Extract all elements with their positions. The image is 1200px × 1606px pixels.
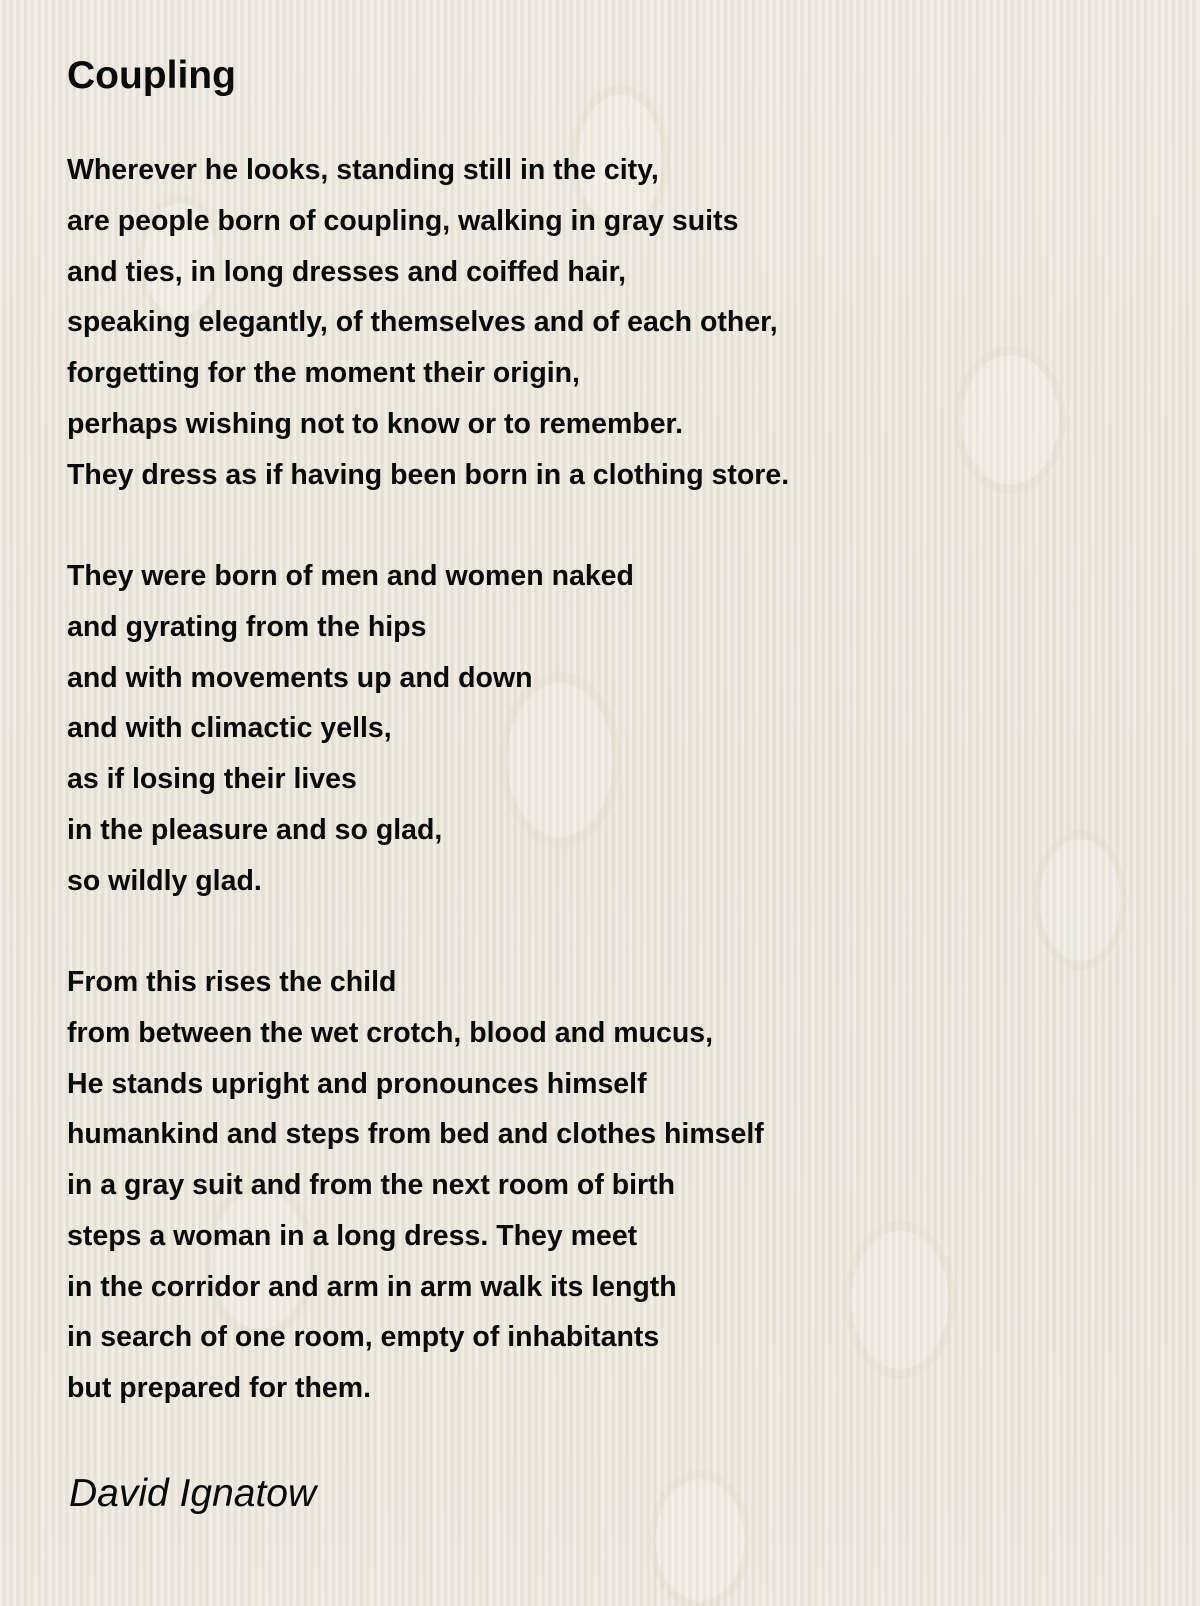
poem-line: steps a woman in a long dress. They meet: [67, 1219, 638, 1252]
poem-line: and with climactic yells,: [67, 712, 392, 745]
poem-line: humankind and steps from bed and clothes himself: [67, 1118, 764, 1151]
poem-line: and gyrating from the hips: [67, 610, 427, 643]
poem-line: but prepared for them.: [67, 1372, 372, 1404]
poem-line: They were born of men and women naked: [67, 560, 634, 592]
stanza-2: [67, 551, 789, 906]
poem-line: in the corridor and arm in arm walk its length: [67, 1270, 677, 1303]
poem-author: David Ignatow: [69, 1472, 317, 1515]
poem-line: perhaps wishing not to know or to remember.: [67, 407, 683, 440]
poem-line: so wildly glad.: [67, 864, 262, 897]
poem-line: speaking elegantly, of themselves and of each other,: [67, 306, 778, 339]
poem-line: in the pleasure and so glad,: [67, 813, 443, 846]
poem-line: in search of one room, empty of inhabitants: [67, 1321, 660, 1354]
poem-line: They dress as if having been born in a clothing store.: [67, 458, 790, 491]
stanza-3: [67, 957, 789, 1414]
stanza-1: [67, 145, 789, 500]
poem-line: are people born of coupling, walking in gray suits: [67, 204, 739, 237]
poem-line: forgetting for the moment their origin,: [67, 357, 580, 389]
poem-line: He stands upright and pronounces himself: [67, 1067, 647, 1100]
poem-line: from between the wet crotch, blood and mucus,: [67, 1016, 714, 1049]
poem-line: and with movements up and down: [67, 661, 533, 694]
poem-line: as if losing their lives: [67, 763, 357, 795]
poem-line: From this rises the child: [67, 966, 397, 998]
poem-body: [67, 145, 789, 1414]
poem-title: Coupling: [67, 54, 236, 97]
poem-line: in a gray suit and from the next room of birth: [67, 1169, 676, 1201]
poem-line: and ties, in long dresses and coiffed hair,: [67, 255, 627, 288]
poem-line: Wherever he looks, standing still in the city,: [67, 154, 659, 186]
